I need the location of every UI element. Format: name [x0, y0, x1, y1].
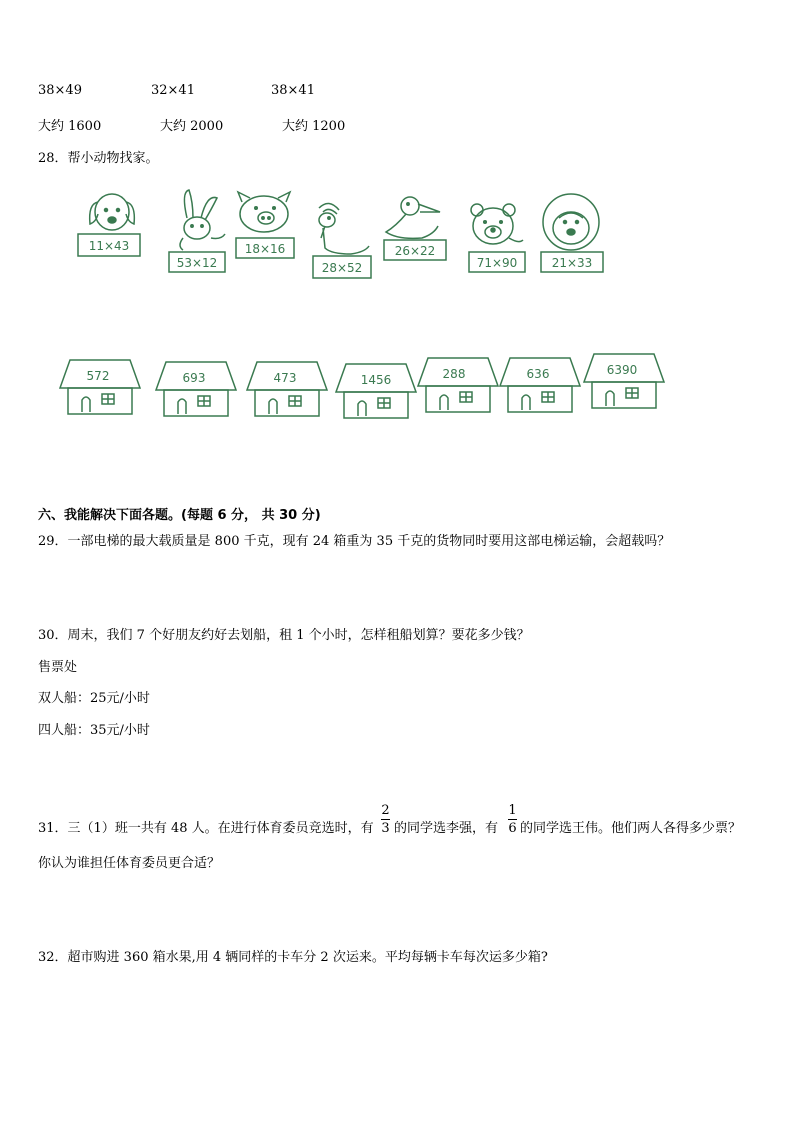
- rabbit-label: 53×12: [176, 256, 218, 270]
- estimate-expr-2: 32×41: [151, 83, 195, 98]
- dog-animal: [70, 190, 150, 270]
- section-6-heading: 六、我能解决下面各题。(每题 6 分， 共 30 分): [38, 508, 321, 523]
- estimate-answer-3: 大约 1200: [282, 119, 346, 134]
- q30-four-person-boat: 四人船：35元/小时: [38, 723, 150, 738]
- q31-text-part1: 31．三（1）班一共有 48 人。在进行体育委员竞选时，有: [38, 821, 374, 836]
- house-2-number: 693: [182, 371, 206, 385]
- house-7-number: 6390: [606, 363, 638, 377]
- estimate-answer-1: 大约 1600: [38, 119, 102, 134]
- q28-title: 28．帮小动物找家。: [38, 151, 159, 166]
- q31-fraction-2-numerator: 1: [508, 803, 517, 818]
- monkey-label: 21×33: [551, 256, 593, 270]
- house-7: [582, 352, 666, 410]
- q30-two-person-boat: 双人船：25元/小时: [38, 691, 150, 706]
- dog-label: 11×43: [88, 239, 130, 253]
- q31-fraction-1: [381, 803, 390, 836]
- house-3: [245, 360, 329, 418]
- house-5: [416, 356, 500, 414]
- q31-fraction-2-denominator: 6: [508, 821, 517, 836]
- q31-fraction-1-denominator: 3: [381, 821, 390, 836]
- q31-text-line2: 你认为谁担任体育委员更合适？: [38, 856, 221, 871]
- q29-text: 29．一部电梯的最大载质量是 800 千克，现有 24 箱重为 35 千克的货物同时要用这部电梯运输，会超载吗？: [38, 534, 671, 549]
- q31-text-part2: 的同学选李强，有: [394, 821, 499, 836]
- q31-fraction-2: [508, 803, 517, 836]
- q31-text-part3: 的同学选王伟。他们两人各得多少票？: [520, 821, 742, 836]
- house-2: [154, 360, 238, 418]
- bear-label: 71×90: [476, 256, 518, 270]
- pig-animal: [230, 190, 310, 270]
- goat-animal: [305, 198, 385, 284]
- house-6-number: 636: [526, 367, 550, 381]
- q32-text: 32．超市购进 360 箱水果,用 4 辆同样的卡车分 2 次运来。平均每辆卡车每次运多少箱?: [38, 950, 548, 965]
- estimate-expr-1: 38×49: [38, 83, 82, 98]
- q30-ticket-office: 售票处: [38, 660, 78, 675]
- house-1-number: 572: [86, 369, 110, 383]
- goat-label: 28×52: [321, 261, 363, 275]
- duck-label: 26×22: [394, 244, 436, 258]
- house-6: [498, 356, 582, 414]
- house-4: [334, 362, 418, 420]
- house-3-number: 473: [273, 371, 297, 385]
- house-4-number: 1456: [360, 373, 392, 387]
- duck-animal: [380, 192, 460, 272]
- estimate-expr-3: 38×41: [271, 83, 315, 98]
- q31-fraction-1-numerator: 2: [381, 803, 390, 818]
- house-5-number: 288: [442, 367, 466, 381]
- house-1: [58, 358, 142, 416]
- monkey-animal: [537, 192, 617, 278]
- bear-animal: [465, 200, 545, 280]
- pig-label: 18×16: [244, 242, 286, 256]
- estimate-answer-2: 大约 2000: [160, 119, 224, 134]
- q30-text: 30．周末，我们 7 个好朋友约好去划船，租 1 个小时，怎样租船划算？要花多少钱？: [38, 628, 530, 643]
